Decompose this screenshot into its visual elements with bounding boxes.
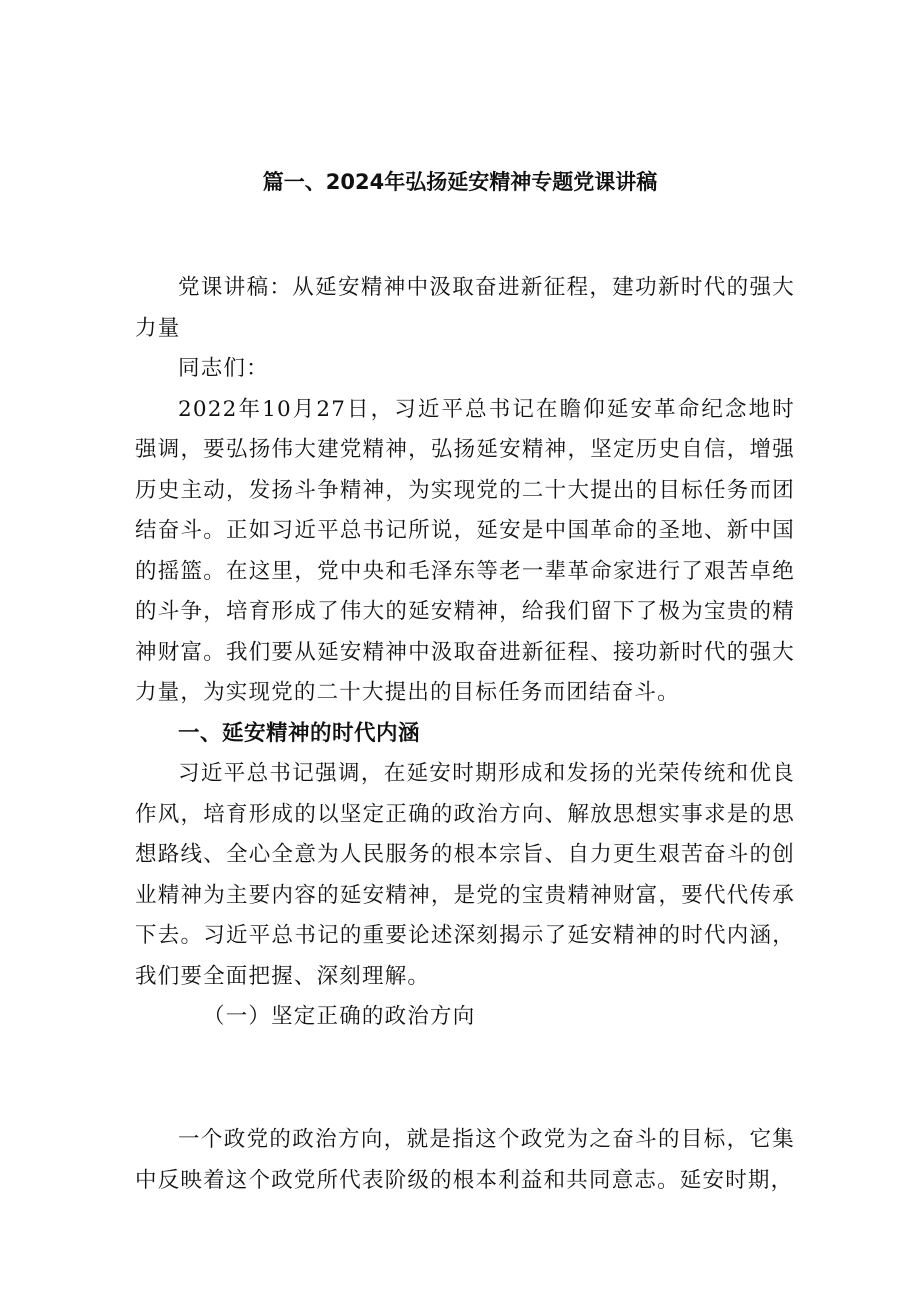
document-body-lower (135, 1120, 795, 1201)
section-paragraph: 习近平总书记强调，在延安时期形成和发扬的光荣传统和优良作风，培育形成的以坚定正确的政治方向、解放思想实事求是的思想路线、全心全意为人民服务的根本宗旨、自力更生艰苦奋斗的创业精神为主要内容的延安精神，是党的宝贵精神财富，要代代传承下去。习近平总书记的重要论述深刻揭示了延安精神的时代内涵，我们要全面把握、深刻理解。 (135, 761, 795, 989)
section-heading: 一、延安精神的时代内涵 (178, 720, 421, 746)
subsection-heading: （一）坚定正确的政治方向 (203, 1004, 476, 1029)
intro-paragraph: 2022年10月27日，习近平总书记在瞻仰延安革命纪念地时强调，要弘扬伟大建党精神，弘扬延安精神，坚定历史自信，增强历史主动，发扬斗争精神，为实现党的二十大提出的目标任务而团结奋斗。正如习近平总书记所说，延安是中国革命的圣地、新中国的摇篮。在这里，党中央和毛泽东等老一辈革命家进行了艰苦卓绝的斗争，培育形成了伟大的延安精神，给我们留下了极为宝贵的精神财富。我们要从延安精神中汲取奋进新征程、接功新时代的强大力量，为实现党的二十大提出的目标任务而团结奋斗。 (135, 396, 795, 705)
subsection-paragraph: 一个政党的政治方向，就是指这个政党为之奋斗的目标，它集中反映着这个政党所代表阶级的根本利益和共同意志。延安时期， (135, 1127, 795, 1193)
greeting-paragraph: 同志们： (178, 356, 269, 381)
subtitle-paragraph: 党课讲稿：从延安精神中汲取奋进新征程，建功新时代的强大力量 (135, 275, 795, 341)
document-body-upper (135, 268, 795, 1038)
document-title: 篇一、2024年弘扬延安精神专题党课讲稿 (262, 170, 658, 194)
